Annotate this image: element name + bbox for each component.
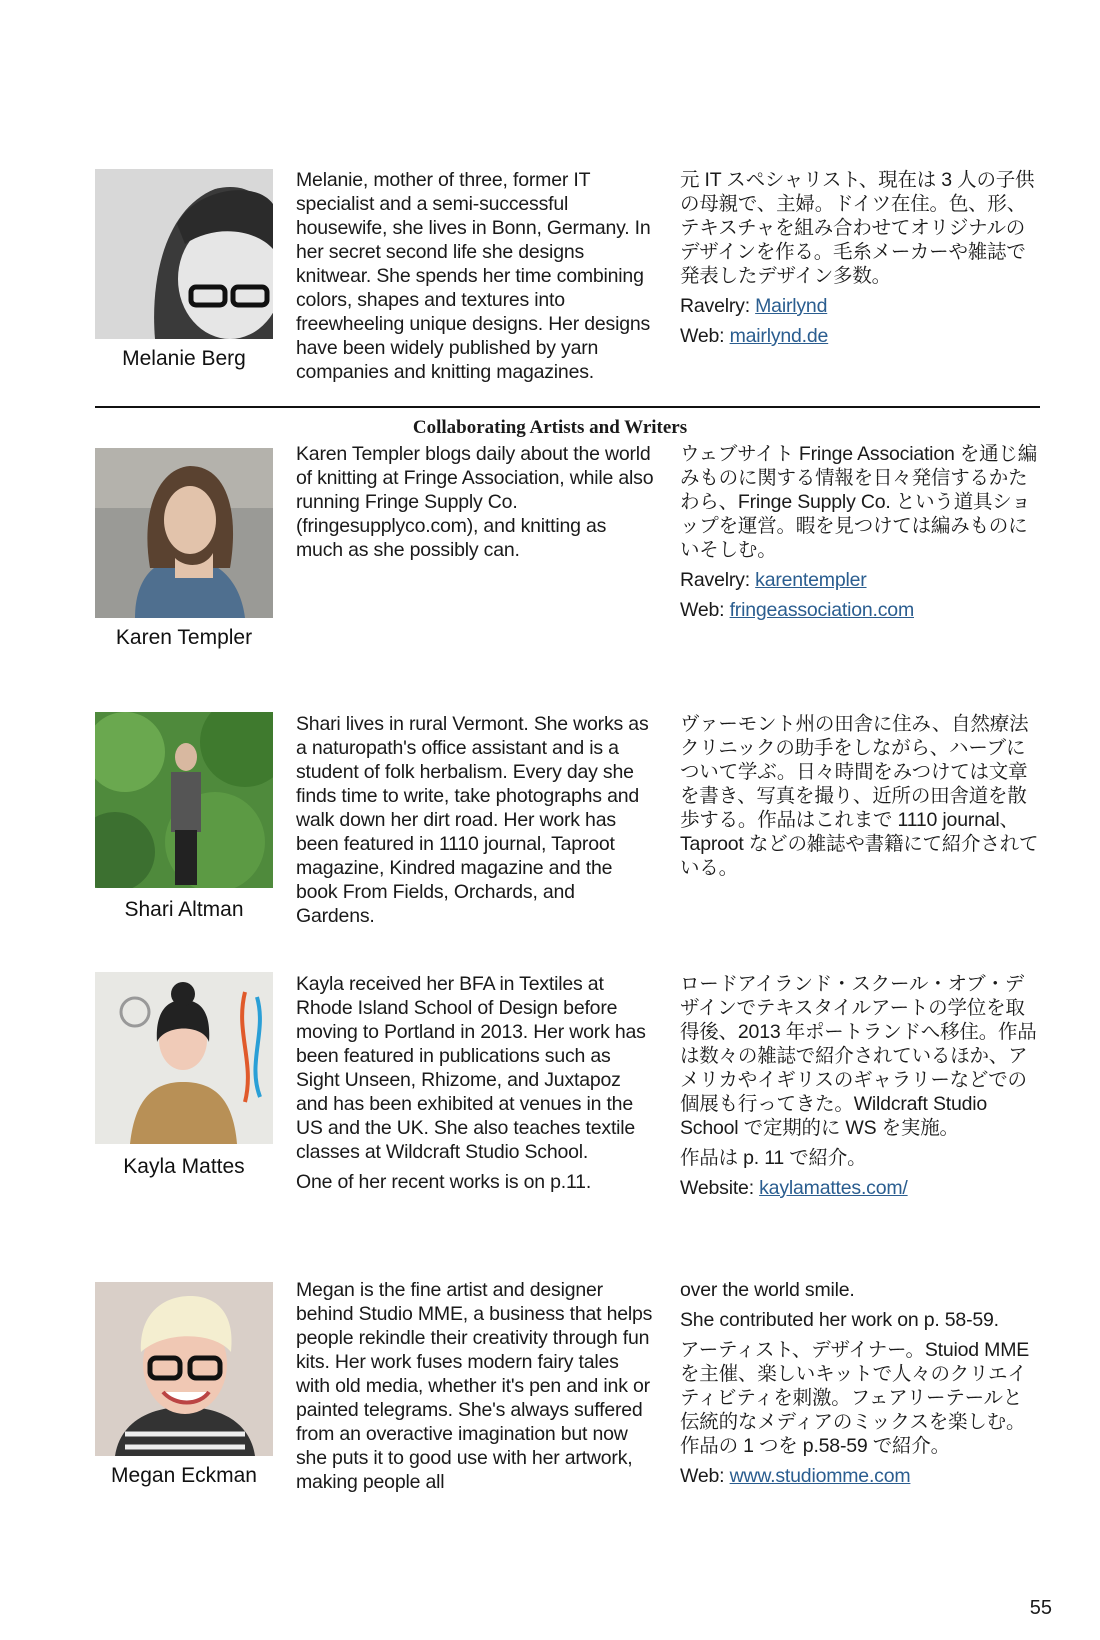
english-bio bbox=[296, 1278, 656, 1500]
bio-paragraph: Kayla received her BFA in Textiles at Rhode Island School of Design before moving to Portland in 2013. Her work has been featured in publications such as Sight Unseen, Rhizome, and Juxtapoz and has been exhibited at venues in the US and the UK. She also teaches textile classes at Wildcraft Studio School. bbox=[296, 973, 646, 1163]
bio-paragraph: Melanie, mother of three, former IT specialist and a semi-successful housewife, she lives in Bonn, Germany. In her secret second life she designs knitwear. She spends her time combining colors, shapes and textures into freewheeling unique designs. Her designs have been widely published by yarn companies and knitting magazines. bbox=[296, 169, 651, 383]
portrait-photo bbox=[95, 712, 273, 888]
japanese-bio bbox=[680, 972, 1040, 1206]
portrait-photo bbox=[95, 448, 273, 618]
web-link[interactable]: mairlynd.de bbox=[729, 325, 829, 347]
bio-paragraph: over the world smile. bbox=[680, 1279, 855, 1301]
portrait-photo bbox=[95, 169, 273, 339]
english-bio bbox=[296, 168, 656, 390]
japanese-bio bbox=[680, 168, 1040, 354]
bio-paragraph: One of her recent works is on p.11. bbox=[296, 1171, 592, 1193]
section-title: Collaborating Artists and Writers bbox=[412, 417, 688, 438]
artist-name: Melanie Berg bbox=[122, 347, 246, 370]
bio-paragraph: 作品は p. 11 で紹介。 bbox=[680, 1147, 867, 1169]
bio-paragraph: Shari lives in rural Vermont. She works as a naturopath's office assistant and is a student of folk herbalism. Every day she finds time to write, take photographs and walk down her dirt road. Her work has been featured in 1110 journal, Taproot magazine, Kindred magazine and the book From Fields, Orchards, and Gardens. bbox=[296, 713, 649, 927]
website-line: Website: kaylamattes.com/ bbox=[680, 1177, 908, 1199]
bio-paragraph: ヴァーモント州の田舎に住み、自然療法クリニックの助手をしながら、ハーブについて学ぶ。日々時間をみつけては文章を書き、写真を撮り、近所の田舎道を散歩する。作品はこれまで 1110 journal、Taproot などの雑誌や書籍にて紹介されている。 bbox=[680, 713, 1039, 879]
ravelry-link[interactable]: Mairlynd bbox=[755, 295, 828, 317]
japanese-bio bbox=[680, 1278, 1040, 1494]
web-link[interactable]: fringeassociation.com bbox=[729, 599, 914, 621]
ravelry-link[interactable]: karentempler bbox=[755, 569, 867, 591]
english-bio bbox=[296, 712, 656, 934]
japanese-bio bbox=[680, 442, 1040, 628]
web-line: Web: mairlynd.de bbox=[680, 325, 829, 347]
english-bio bbox=[296, 442, 656, 568]
section-divider bbox=[95, 406, 1040, 408]
artist-name: Shari Altman bbox=[124, 898, 244, 921]
bio-paragraph: ウェブサイト Fringe Association を通じ編みものに関する情報を日々発信するかたわら、Fringe Supply Co. という道具ショップを運営。暇を見つけては編みものにいそしむ。 bbox=[680, 443, 1038, 561]
ravelry-line: Ravelry: Mairlynd bbox=[680, 295, 828, 317]
english-bio bbox=[296, 972, 656, 1200]
bio-paragraph: アーティスト、デザイナー。Stuiod MME を主催、楽しいキットで人々のクリエイティビティを刺激。フェアリーテールと伝統的なメディアのミックスを楽しむ。作品の 1 つを p.58-59 で紹介。 bbox=[680, 1339, 1030, 1457]
artist-name: Karen Templer bbox=[115, 626, 253, 649]
page-number: 55 bbox=[1029, 1597, 1052, 1619]
web-line: Web: www.studiomme.com bbox=[680, 1465, 911, 1487]
portrait-photo bbox=[95, 1282, 273, 1456]
web-link[interactable]: www.studiomme.com bbox=[729, 1465, 911, 1487]
bio-paragraph: She contributed her work on p. 58-59. bbox=[680, 1309, 999, 1331]
bio-paragraph: Karen Templer blogs daily about the world of knitting at Fringe Association, while also running Fringe Supply Co. (fringesupplyco.com), and knitting as much as she possibly can. bbox=[296, 443, 654, 561]
artist-name: Kayla Mattes bbox=[123, 1155, 245, 1178]
bio-paragraph: Megan is the fine artist and designer behind Studio MME, a business that helps people rekindle their creativity through fun kits. Her work fuses modern fairy tales with old media, whether it's pen and ink or painted telegrams. She's always suffered from an overactive imagination but now she puts it to good use with her artwork, making people all bbox=[296, 1279, 653, 1493]
web-line: Web: fringeassociation.com bbox=[680, 599, 914, 621]
japanese-bio bbox=[680, 712, 1040, 886]
bio-paragraph: ロードアイランド・スクール・オブ・デザインでテキスタイルアートの学位を取得後、2013 年ポートランドへ移住。作品は数々の雑誌で紹介されているほか、アメリカやイギリスのギャラリーなどでの個展も行ってきた。Wildcraft Studio School で定期的に WS を実施。 bbox=[680, 973, 1037, 1139]
bio-paragraph: 元 IT スペシャリスト、現在は 3 人の子供の母親で、主婦。ドイツ在住。色、形、テキスチャを組み合わせてオリジナルのデザインを作る。毛糸メーカーや雑誌で発表したデザイン多数。 bbox=[680, 169, 1035, 287]
website-link[interactable]: kaylamattes.com/ bbox=[759, 1177, 908, 1199]
artist-name: Megan Eckman bbox=[111, 1464, 257, 1487]
portrait-photo bbox=[95, 972, 273, 1144]
ravelry-line: Ravelry: karentempler bbox=[680, 569, 867, 591]
